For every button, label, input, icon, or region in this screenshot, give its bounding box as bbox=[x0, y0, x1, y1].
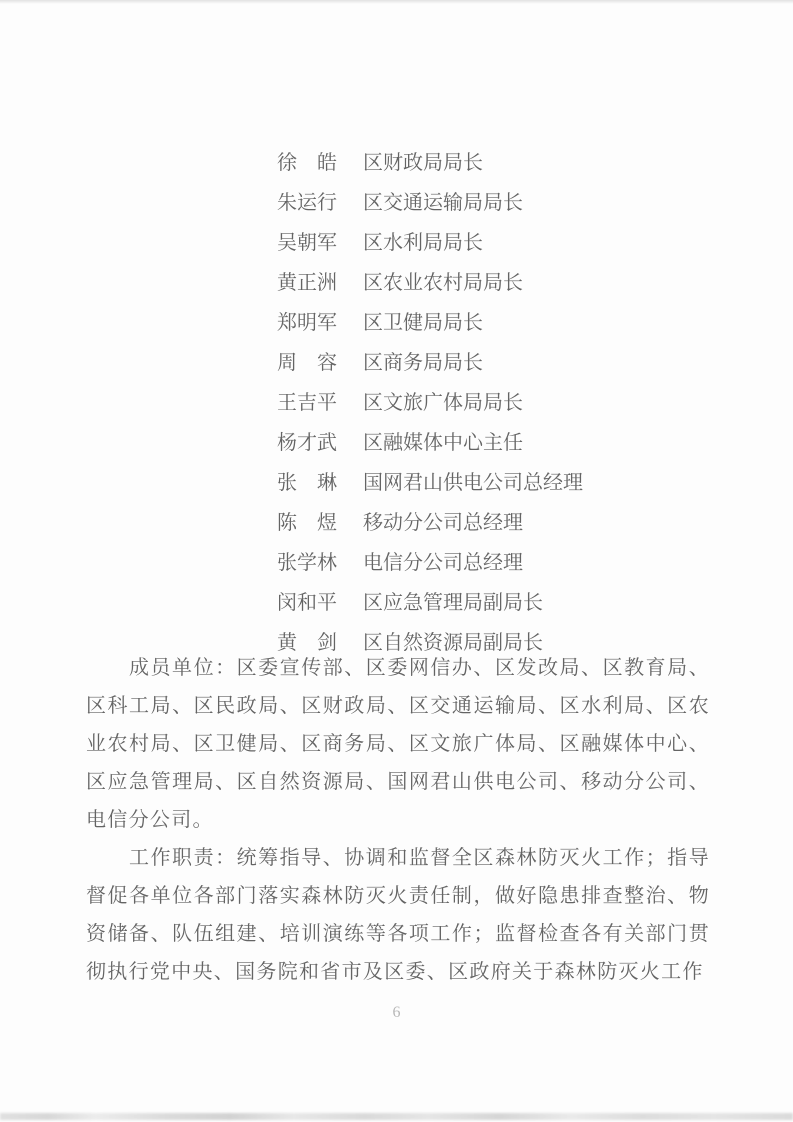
roster-row bbox=[277, 460, 583, 500]
members-paragraph: 成员单位：区委宣传部、区委网信办、区发改局、区教育局、区科工局、区民政局、区财政局、区交通运输局、区水利局、区农业农村局、区卫健局、区商务局、区文旅广体局、区融媒体中心、区应急管理局、区自然资源局、国网君山供电公司、移动分公司、电信分公司。 bbox=[86, 657, 710, 831]
roster-row bbox=[277, 140, 583, 180]
person-name: 杨才武 bbox=[277, 431, 337, 454]
roster-row bbox=[277, 420, 583, 460]
person-name: 王吉平 bbox=[277, 391, 337, 414]
person-name: 陈 煜 bbox=[277, 511, 337, 534]
duties-paragraph: 工作职责：统筹指导、协调和监督全区森林防灭火工作；指导督促各单位各部门落实森林防灭火责任制，做好隐患排查整治、物资储备、队伍组建、培训演练等各项工作；监督检查各有关部门贯彻执行党中央、国务院和省市及区委、区政府关于森林防灭火工作 bbox=[86, 847, 710, 983]
person-title: 区融媒体中心主任 bbox=[363, 431, 523, 454]
person-title: 区卫健局局长 bbox=[363, 311, 483, 334]
roster-row bbox=[277, 580, 583, 620]
person-title: 区财政局局长 bbox=[363, 151, 483, 174]
roster-row bbox=[277, 260, 583, 300]
roster-row bbox=[277, 300, 583, 340]
roster-row bbox=[277, 380, 583, 420]
roster-row bbox=[277, 500, 583, 540]
person-title: 区商务局局长 bbox=[363, 351, 483, 374]
roster-row bbox=[277, 540, 583, 580]
person-name: 黄 剑 bbox=[277, 631, 337, 654]
person-title: 区自然资源局副局长 bbox=[363, 631, 543, 654]
person-name: 黄正洲 bbox=[277, 271, 337, 294]
person-title: 国网君山供电公司总经理 bbox=[363, 471, 583, 494]
person-title: 区交通运输局局长 bbox=[363, 191, 523, 214]
person-name: 闵和平 bbox=[277, 591, 337, 614]
person-title: 区文旅广体局局长 bbox=[363, 391, 523, 414]
scan-artifact-bottom bbox=[0, 1113, 793, 1120]
person-name: 张 琳 bbox=[277, 471, 337, 494]
person-name: 朱运行 bbox=[277, 191, 337, 214]
roster-list bbox=[277, 140, 583, 660]
roster-row bbox=[277, 180, 583, 220]
person-title: 电信分公司总经理 bbox=[363, 551, 523, 574]
person-name: 吴朝军 bbox=[277, 231, 337, 254]
page-number: 6 bbox=[392, 1004, 401, 1021]
person-title: 移动分公司总经理 bbox=[363, 511, 523, 534]
scan-artifact-top bbox=[0, 0, 793, 4]
person-title: 区水利局局长 bbox=[363, 231, 483, 254]
person-name: 周 容 bbox=[277, 351, 337, 374]
person-title: 区应急管理局副局长 bbox=[363, 591, 543, 614]
person-name: 徐 皓 bbox=[277, 151, 337, 174]
roster-row bbox=[277, 340, 583, 380]
person-name: 张学林 bbox=[277, 551, 337, 574]
person-name: 郑明军 bbox=[277, 311, 337, 334]
person-title: 区农业农村局局长 bbox=[363, 271, 523, 294]
roster-row bbox=[277, 220, 583, 260]
